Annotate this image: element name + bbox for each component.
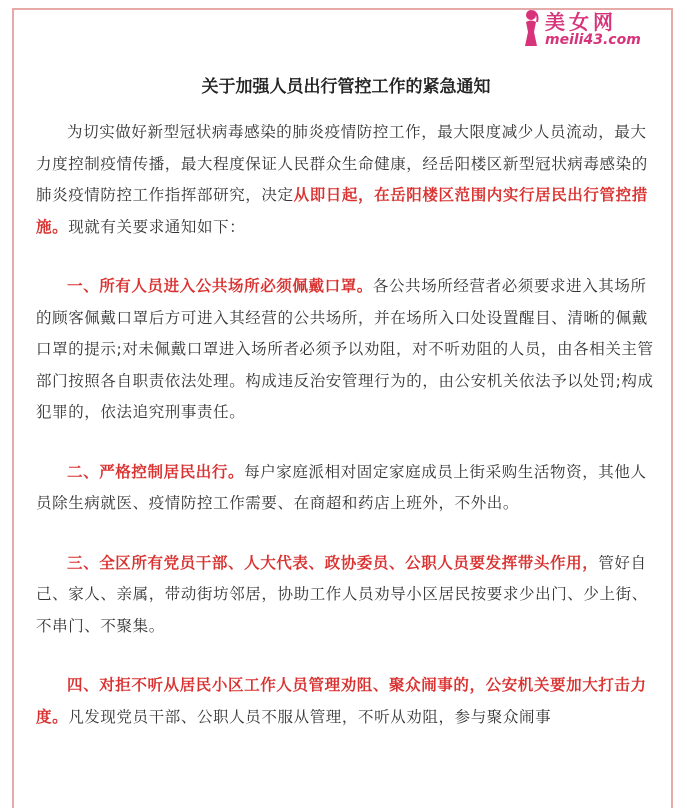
- item-heading: 一、所有人员进入公共场所必须佩戴口罩。: [67, 277, 373, 295]
- item-heading: 四、对拒不听从居民小区工作人员管理劝阻、聚众闹事的，公安机关要加大打击力度。: [36, 676, 647, 726]
- item-body: 各公共场所经营者必须要求进入其场所的顾客佩戴口罩后方可进入其经营的公共场所，并在场所入口处设置醒目、清晰的佩戴口罩的提示;对未佩戴口罩进入场所者必须予以劝阻，对不听劝阻的人员，由各相关主管部门按照各自职责依法处理。构成违反治安管理行为的，由公安机关依法予以处罚;构成犯罪的，依法追究刑事责任。: [36, 277, 654, 421]
- item-body: 凡发现党员干部、公职人员不服从管理，不听从劝阻，参与聚众闹事: [68, 707, 552, 726]
- notice-document: [36, 60, 656, 761]
- watermark-url: meili43.com: [545, 32, 641, 48]
- item-paragraph: [36, 457, 656, 520]
- item-heading: 三、全区所有党员干部、人大代表、政协委员、公职人员要发挥带头作用，: [67, 553, 599, 572]
- item-paragraph: [36, 670, 656, 733]
- intro-paragraph: [36, 117, 656, 243]
- intro-text: 为切实做好新型冠状病毒感染的肺炎疫情防控工作，最大限度减少人员流动，最大力度控制疫情传播，最大程度保证人民群众生命健康，经岳阳楼区新型冠状病毒感染的肺炎疫情防控工作指挥部研究，决定: [36, 123, 648, 204]
- intro-highlight: 从即日起，在岳阳楼区范围内实行居民出行管控措施。: [36, 186, 648, 236]
- woman-logo-icon: [519, 8, 543, 48]
- item-paragraph: [36, 548, 656, 643]
- item-body: 每户家庭派相对固定家庭成员上街采购生活物资，其他人员除生病就医、疫情防控工作需要、在商超和药店上班外，不外出。: [36, 462, 647, 512]
- item-body: 管好自己、家人、亲属，带动街坊邻居，协助工作人员劝导小区居民按要求少出门、少上街、不串门、不聚集。: [36, 553, 648, 635]
- intro-text-end: 现就有关要求通知如下：: [68, 217, 246, 236]
- notice-title: 关于加强人员出行管控工作的紧急通知: [201, 77, 491, 97]
- item-heading: 二、严格控制居民出行。: [67, 462, 245, 481]
- watermark-site-name: 美女网: [545, 10, 617, 34]
- watermark: [513, 6, 673, 52]
- item-paragraph: [36, 271, 656, 429]
